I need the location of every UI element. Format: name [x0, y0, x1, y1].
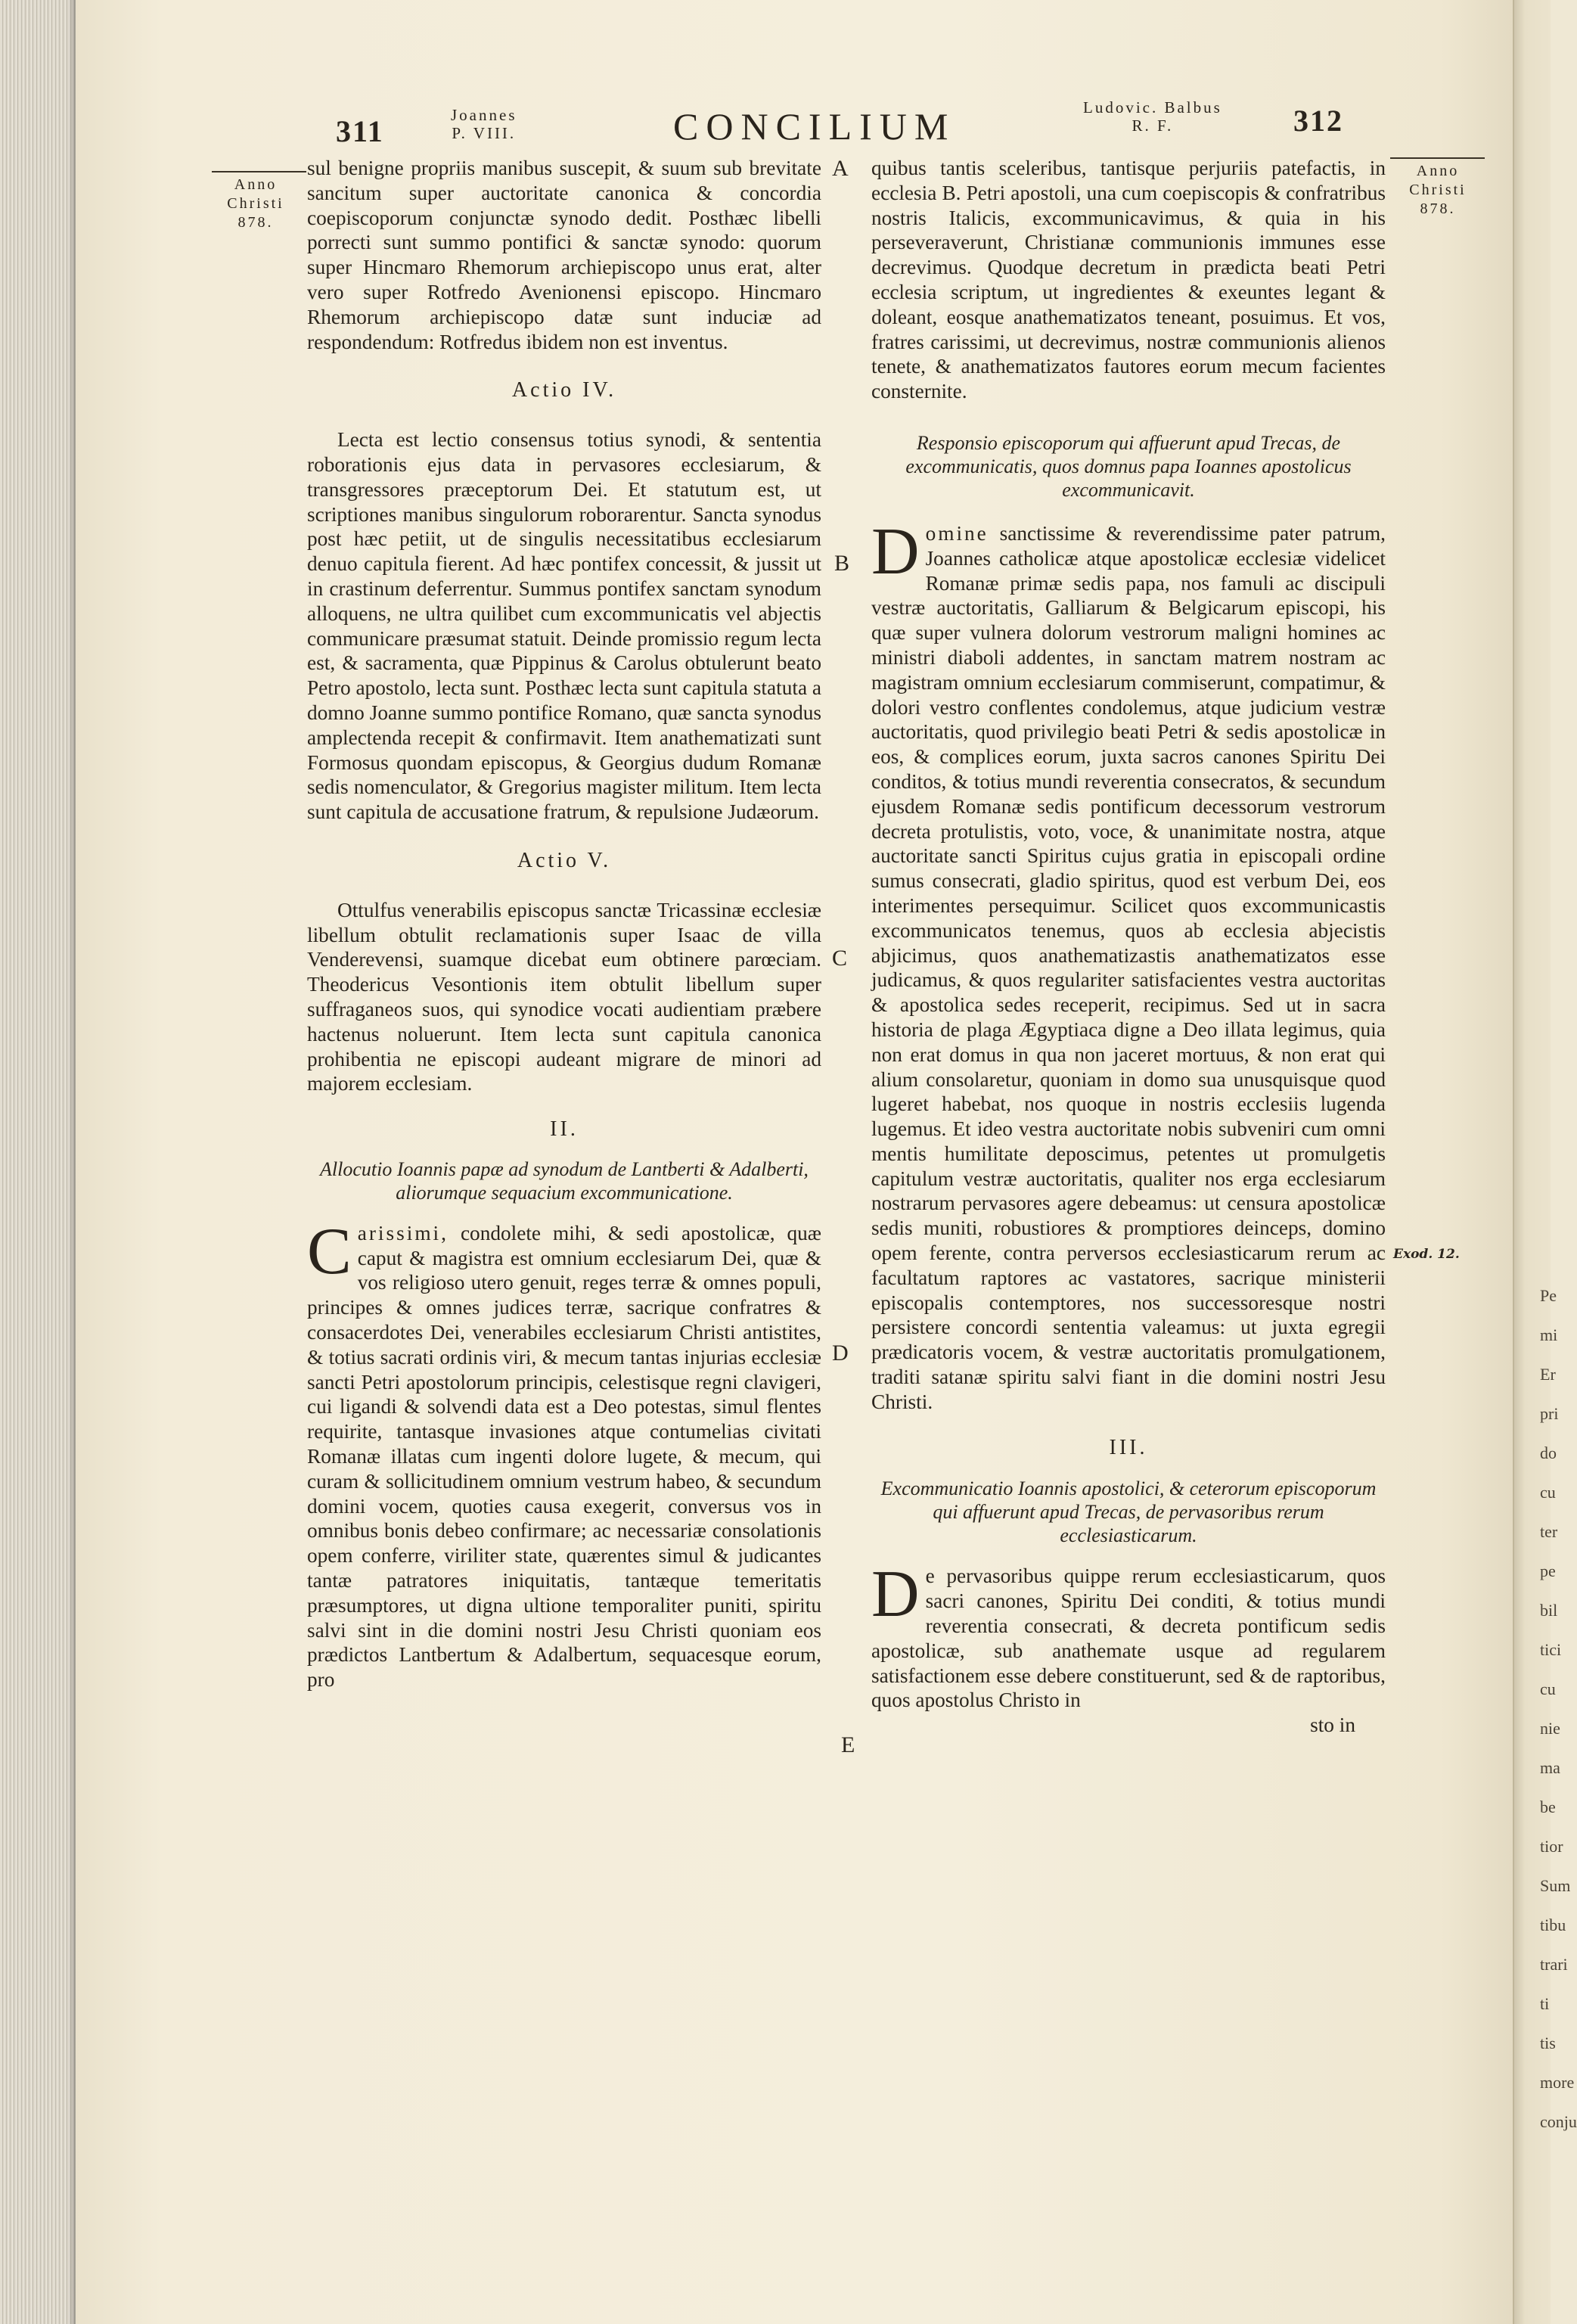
- responsio-title: Responsio episcoporum qui affuerunt apud Trecas, de excommunicatis, quos domnus papa Ioannes apostolicus excommunicavit.: [905, 431, 1352, 501]
- next-page-fragment: cu: [1540, 1679, 1556, 1698]
- actio-v-text: Ottulfus venerabilis episcopus sanctæ Tricassinæ ecclesiæ libellum obtulit reclamationis super Isaac de villa Venderevensi, suamque dicebat eum obtinere parœciam. Theodericus Vesontionis item obtulit libellum super suffraganeos suos, qui synodice vocati audientiam præbere hactenus noluerunt. Item lecta sunt capitula canonica prohibentia ne episcopi audeant migrare de minori ad majorem ecclesiam.: [307, 898, 821, 1095]
- next-page-fragment: nie: [1540, 1719, 1560, 1738]
- next-page-fragment: trari: [1540, 1955, 1568, 1974]
- section-iii-heading: III.: [1109, 1435, 1148, 1459]
- left-running-head: [451, 106, 517, 142]
- section-letter-d: D: [832, 1341, 849, 1366]
- next-page-fragment: mi: [1540, 1325, 1558, 1344]
- section-iii-title: Excommunicatio Ioannis apostolici, & ceterorum episcoporum qui affuerunt apud Trecas, de pervasoribus rerum ecclesiasticarum.: [880, 1477, 1377, 1547]
- section-iii-paragraph: [871, 1558, 1386, 1713]
- actio-iv-heading: Actio IV.: [511, 378, 617, 402]
- margin-note-line: 878.: [1420, 200, 1456, 217]
- next-page-fragment: ti: [1540, 1994, 1550, 2013]
- section-ii-paragraph: [307, 1214, 821, 1692]
- running-head-line: Ludovic. Balbus: [1083, 98, 1222, 117]
- next-page-fragment: Sum: [1540, 1876, 1571, 1895]
- next-page-fragment: ma: [1540, 1758, 1560, 1777]
- section-ii-heading: II.: [550, 1117, 579, 1142]
- next-page-fragment: tis: [1540, 2034, 1556, 2052]
- page-title: CONCILIUM: [673, 105, 956, 148]
- margin-note-line: Anno: [1416, 163, 1460, 179]
- section-letter-c: C: [832, 946, 848, 971]
- catchword: sto in: [1310, 1713, 1355, 1737]
- running-head-line: P. VIII.: [452, 124, 517, 142]
- next-page-fragment: be: [1540, 1797, 1556, 1816]
- section-letter-b: B: [834, 551, 850, 576]
- responsio-text: sanctissime & reverendissime pater patrum, Joannes catholicæ atque apostolicæ ecclesiæ videlicet Romanæ primæ sedis papa, nos famuli ac discipuli vestræ auctoritatis, Galliarum & Belgicarum episcopi, his quæ super vulnera dolorum vestrorum maligni homines ac ministri diaboli addentes, in sanctam matrem nostram ac magistram omnium ecclesiarum commiserunt, compatimur, & dolori vestro conflentes condolemus, atque judicium vestræ auctoritatis, quod privilegio beati Petri & sedis apostolicæ in eos, & complices eorum, juxta sacros canones Spiritu Dei conditos, & totius mundi reverentia consecratos, & secundum ejusdem Romanæ sedis pontificum decessorum vestrorum decreta protulistis, voto, voce, & unanimitate nostra, atque auctoritate sancti Spiritus cujus gratia in episcopali ordine sumus consecrati, gladio spiritus, quod est verbum Dei, eos interimentes persequimur. Scilicet quos excommunicastis excommunicatos tenemus, quos ab ecclesia abjecistis abjicimus, quos anathematizastis anathematizatos esse judicamus, & quos regulariter satisfacientes vestra auctoritas & apostolica sedes receperit, recipimus. Sed ut in sacra historia de plaga Ægyptiaca digne a Deo illata legimus, quia non erat domus in qua non jaceret mortuus, & non erat qui alium consolaretur, quoniam in domo sua unusquisque quod lugeret habebat, nos quoque in nostris ecclesiis lugenda lugemus. Et ideo vestra auctoritate nobis subveniri cum omni mentis humilitate deposcimus, petentes ut promulgetis capitulum vestræ auctoritatis, qualiter nos erga ecclesiarum nostrarum pervasores agere debeamus: ut censura apostolicæ sedis muniti, robustiores & promptiores deinceps, domino opem ferente, contra perversos ecclesiasticarum rerum ac facultatum raptores ac vastatores, sacrique ministerii episcopalis contemptores, nos successoresque nostri persistere concordi sententia valeamus: ut juxta egregii prædicatoris vocem, & vestræ auctoritatis promulgationem, traditi satanæ spiritu salvi fiant in die domini nostri Jesu Christi.: [871, 521, 1386, 1413]
- next-page-fragment: ter: [1540, 1522, 1558, 1541]
- next-page-fragment: pe: [1540, 1561, 1556, 1580]
- right-margin-note: [1389, 162, 1487, 219]
- margin-note-line: Anno: [234, 176, 278, 193]
- book-page-edges: [0, 0, 76, 2324]
- left-intro-paragraph: sul benigne propriis manibus suscepit, & suum sub brevitate sancitum super auctoritate canonica & concordia coepiscoporum conjunctæ synodo dedit. Posthæc libelli porrecti sunt summo pontifici & sanctæ synodo: quorum super Hincmaro Rhemorum archiepiscopo unus erat, alter vero super Rotfredo Avenionensi episcopo. Hincmaro Rhemorum archiepiscopo datæ sunt induciæ ad respondendum: Rotfredus ibidem non est inventus.: [307, 157, 821, 353]
- section-letter-a: A: [832, 156, 849, 181]
- next-page-fragment: cu: [1540, 1483, 1556, 1502]
- right-column: [871, 156, 1386, 1738]
- responsio-paragraph: [871, 514, 1386, 1415]
- margin-rule: [1390, 157, 1485, 159]
- left-column: [307, 156, 821, 1692]
- right-page-number: 312: [1293, 104, 1343, 138]
- margin-note-line: 878.: [237, 214, 274, 231]
- next-page-fragment: conju: [1540, 2112, 1577, 2131]
- section-iii-text: e pervasoribus quippe rerum ecclesiasticarum, quos sacri canones, Spiritu Dei conditi, & totius mundi reverentia consecrati, & decreta pontificum sedis apostolicæ, sub anathemate usque ad regularem satisfactionem esse debere constituerunt, sed & de raptoribus, quos apostolus Christo in: [871, 1564, 1386, 1712]
- next-page-edge: [1513, 0, 1577, 2324]
- left-page-number: 311: [336, 114, 384, 148]
- drop-cap: D: [871, 1558, 920, 1632]
- next-page-fragment: tibu: [1540, 1915, 1566, 1934]
- drop-cap: D: [871, 514, 920, 589]
- next-page-fragment: more: [1540, 2073, 1575, 2092]
- margin-note-line: Christi: [227, 195, 284, 212]
- next-page-fragment: pri: [1540, 1404, 1559, 1423]
- left-margin-note: [210, 176, 301, 232]
- first-word: omine: [925, 521, 989, 545]
- next-page-fragment: Pe: [1540, 1286, 1557, 1305]
- exodus-reference: Exod. 12.: [1393, 1247, 1460, 1262]
- running-head-line: R. F.: [1132, 117, 1174, 135]
- next-page-fragment: tior: [1540, 1837, 1563, 1856]
- drop-cap: C: [307, 1214, 352, 1288]
- next-page-fragment: bil: [1540, 1601, 1558, 1620]
- running-head-line: Joannes: [451, 106, 517, 124]
- actio-iv-text: Lecta est lectio consensus totius synodi, & sententia roborationis ejus data in pervasores ecclesiarum, & transgressores præceptorum Dei. Et statutum est, ut scriptiones manibus singulorum roborarentur. Sancta synodus post hæc petiit, ut de singulis necessitatibus ecclesiarum denuo capitula fierent. Ad hæc pontifex concessit, & jussit ut in crastinum deferrentur. Summus pontifex sanctam synodum alloquens, ne ultra quilibet cum excommunicatis vel abjectis communicare præsumat statuit. Deinde promissio regum lecta est, & sacramenta, quæ Pippinus & Carolus obtulerunt beato Petro apostolo, lecta sunt. Posthæc lecta sunt capitula statuta a domno Joanne summo pontifice Romano, quæ sancta synodus amplectenda recepit & confirmavit. Item anathematizati sunt Formosus quondam episcopus, & Georgius dudum Romanæ sedis nomenculator, & Gregorius magister militum. Item lecta sunt capitula de accusatione fratrum, & repulsione Judæorum.: [307, 428, 821, 824]
- right-intro-paragraph: quibus tantis sceleribus, tantisque perjuriis patefactis, in ecclesia B. Petri apostoli, una cum coepiscopis & confratribus nostris Italicis, excommunicavimus, & quia in his perseveraverunt, Christianæ communionis immunes esse decrevimus. Quodque decretum in prædicta beati Petri ecclesia scriptum, ut ingredientes & exeuntes legant & doleant, eosque anathematizatos teneant, posuimus. Et vos, fratres carissimi, ut decrevimus, nostræ communionis alienos tenete, & anathematizatos fautores eorum mecum facientes consternite.: [871, 157, 1386, 403]
- actio-v-heading: Actio V.: [517, 848, 612, 872]
- next-page-fragment: tici: [1540, 1640, 1562, 1659]
- next-page-fragment: do: [1540, 1443, 1557, 1462]
- margin-note-line: Christi: [1409, 182, 1467, 198]
- first-word: arissimi,: [357, 1221, 449, 1244]
- margin-rule: [212, 171, 306, 172]
- right-running-head: [1083, 98, 1222, 135]
- next-page-fragment: Er: [1540, 1365, 1556, 1384]
- section-ii-text: condolete mihi, & sedi apostolicæ, quæ caput & magistra est omnium ecclesiarum Dei, quæ & vos religioso utero genuit, reges terræ & omnes populi, principes & omnes judices terræ, sacrique confratres & consacerdotes Dei, venerabiles ecclesiarum Christi antistites, & totius sacrati ordinis viri, & mecum tantas injurias ecclesiæ sancti Petri apostolorum principis, celestisque regni clavigeri, cui ligandi & solvendi data est a Deo potestas, simul flentes requirite, tantasque invasiones atque contumelias civitati Romanæ illatas cum ingenti dolore lugete, & mecum, qui curam & sollicitudinem omnium vestrum habeo, & secundum domini vocem, quoties causa exegerit, conversus vos in omnibus bonis debeo confirmare; ac necessariæ consolationis opem conferre, viriliter state, quærentes simul & judicantes tantæ patratores iniquitatis, tantæque temeritatis præsumptores, ut digna ultione temporaliter puniti, spiritu salvi sint in die domini nostri Jesu Christi quoniam eos prædictos Lantbertum & Adalbertum, sequacesque eorum, pro: [307, 1221, 821, 1692]
- section-ii-title: Allocutio Ioannis papæ ad synodum de Lantberti & Adalberti, aliorumque sequacium excommunicatione.: [320, 1157, 809, 1204]
- section-letter-e: E: [841, 1732, 855, 1757]
